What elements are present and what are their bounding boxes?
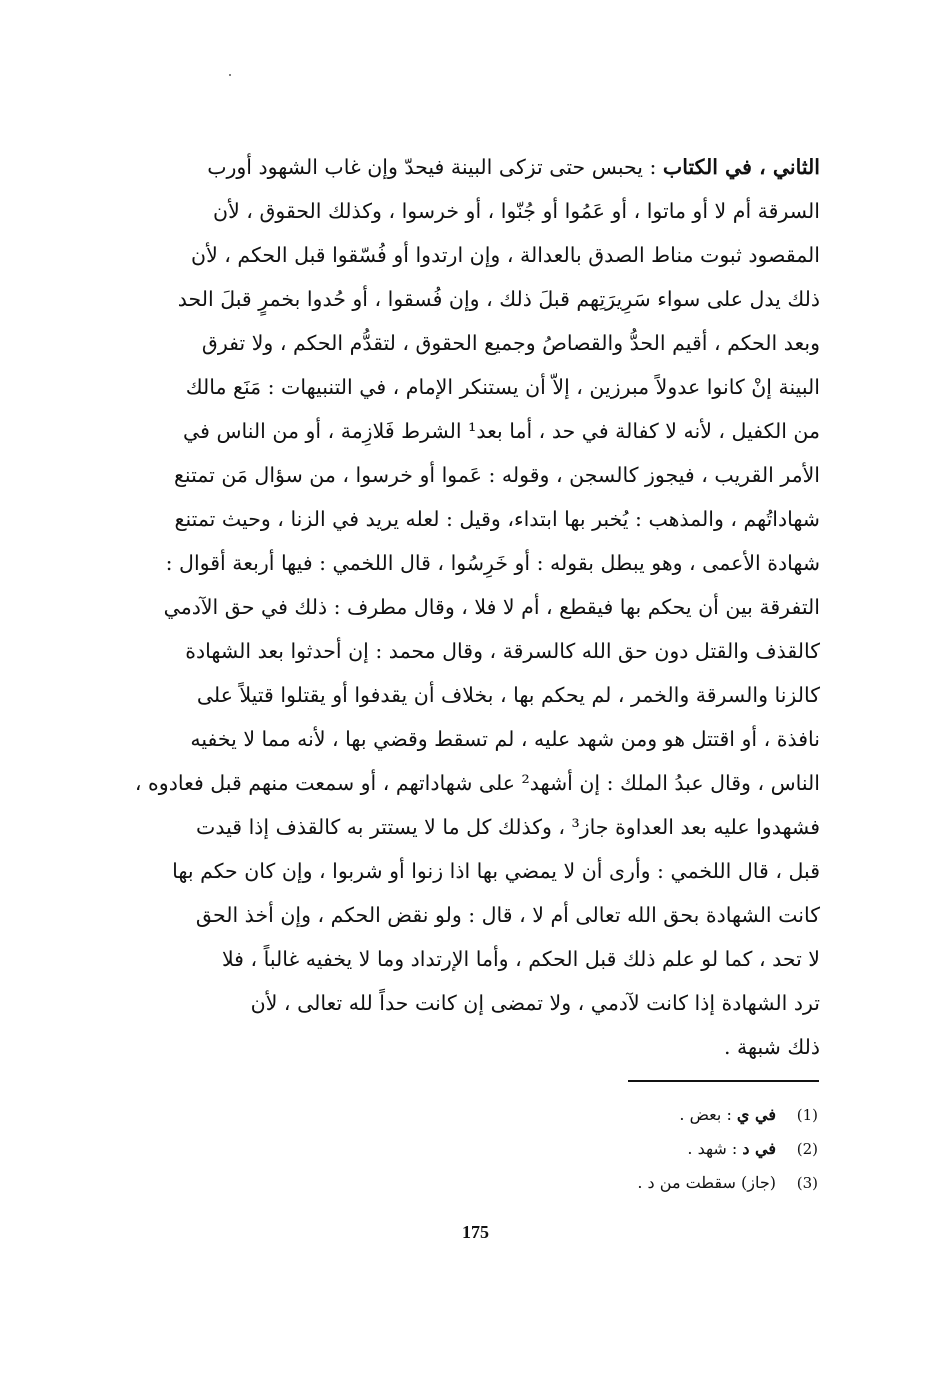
heading-run: الثاني ، في الكتاب	[662, 155, 820, 179]
footnote-number: (2)	[796, 1140, 818, 1158]
page-number: 175	[462, 1222, 489, 1242]
footnotes	[560, 1098, 818, 1200]
text-line: من الكفيل ، لأنه لا كفالة في حد ، أما بعد¹ الشرط فَلازِمة ، أو من الناس في	[183, 419, 820, 443]
text-line: المقصود ثبوت مناط الصدق بالعدالة ، وإن ارتدوا أو فُسّقوا قبل الحكم ، لأن	[191, 243, 820, 267]
text-line: السرقة أم لا أو ماتوا ، أو عَمُوا أو جُنّوا ، أو خرسوا ، وكذلك الحقوق ، لأن	[213, 199, 820, 223]
footnote-number: (3)	[796, 1174, 818, 1192]
text-line: الناس ، وقال عبدُ الملك : إن أشهد² على شهاداتهم ، أو سمعت منهم قبل فعادوه ،	[134, 771, 820, 795]
text-line: كالقذف والقتل دون حق الله كالسرقة ، وقال محمد : إن أحدثوا بعد الشهادة	[185, 639, 820, 663]
text-line: ترد الشهادة إذا كانت لآدمي ، ولا تمضى إن كانت حداً لله تعالى ، لأن	[250, 991, 820, 1015]
footnote-item	[560, 1132, 818, 1166]
main-text	[130, 145, 820, 1069]
footnote-text: في د : شهد .	[687, 1139, 776, 1158]
text-line: ذلك شبهة .	[723, 1035, 820, 1059]
text-line: شهاداتُهم ، والمذهب : يُخبر بها ابتداء، وقيل : لعله يريد في الزنا ، وحيث تمتنع	[174, 507, 820, 531]
text-line: قبل ، قال اللخمي : وأرى أن لا يمضي بها اذا زنوا أو شربوا ، وإن كان حكم بها	[172, 859, 820, 883]
text-line: البينة إنْ كانوا عدولاً مبرزين ، إلاّ أن يستنكر الإمام ، في التنبيهات : مَنَع مالك	[185, 375, 820, 399]
text-line: ذلك يدل على سواء سَرِيرَتِهم قبلَ ذلك ، وإن فُسقوا ، أو حُدوا بخمرٍ قبلَ الحد	[177, 287, 820, 311]
text-line: لا تحد ، كما لو علم ذلك قبل الحكم ، وأما الإرتداد وما لا يخفيه غالباً ، فلا	[221, 947, 820, 971]
footnote-text: في ي : بعض .	[679, 1105, 776, 1124]
text-line: التفرقة بين أن يحكم بها فيقطع ، أم لا فلا ، وقال مطرف : ذلك في حق الآدمي	[163, 595, 820, 619]
text-line: كانت الشهادة بحق الله تعالى أم لا ، قال : ولو نقض الحكم ، وإن أخذ الحق	[195, 903, 820, 927]
footnote-item	[560, 1098, 818, 1132]
footnote-number: (1)	[796, 1106, 818, 1124]
text-line: الأمر القريب ، فيجوز كالسجن ، وقوله : عَموا أو خرسوا ، من سؤال مَن تمتنع	[173, 463, 820, 487]
footnote-text: (جاز) سقطت من د .	[637, 1173, 776, 1192]
text-line: كالزنا والسرقة والخمر ، لم يحكم بها ، بخلاف أن يقدفوا أو يقتلوا قتيلاً على	[196, 683, 820, 707]
text-line: الثاني ، في الكتاب : يحبس حتى تزكى البينة فيحدّ وإن غاب الشهود أورب	[207, 155, 820, 179]
text-line: فشهدوا عليه بعد العداوة جاز³ ، وكذلك كل ما لا يستتر به كالقذف إذا قيدت	[196, 815, 820, 839]
footnote-item	[560, 1166, 818, 1200]
text-line: نافذة ، أو اقتتل هو ومن شهد عليه ، لم تسقط وقضي بها ، لأنه مما لا يخفيه	[190, 727, 820, 751]
text-line: وبعد الحكم ، أقيم الحدُّ والقصاصُ وجميع الحقوق ، لتقدُّم الحكم ، ولا تفرق	[201, 331, 820, 355]
speck	[229, 74, 231, 76]
text-line: شهادة الأعمى ، وهو يبطل بقوله : أو خَرِسُوا ، قال اللخمي : فيها أربعة أقوال :	[165, 551, 820, 575]
footnote-divider	[628, 1080, 819, 1082]
